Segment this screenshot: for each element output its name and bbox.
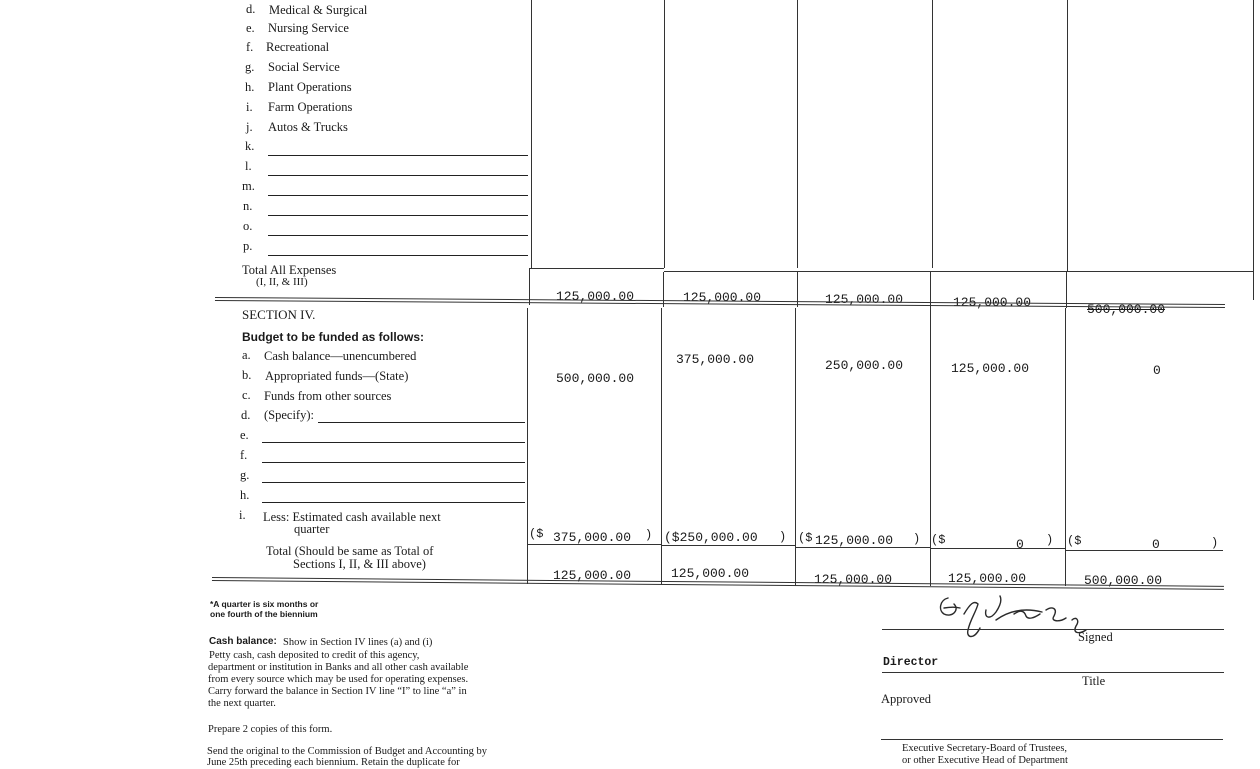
item-label: Autos & Trucks [268,120,348,134]
blank-line[interactable] [268,215,528,216]
less-letter: i. [239,508,246,522]
item-letter: a. [242,348,251,362]
total-expenses-q2: 125,000.00 [683,290,762,305]
item-label: Plant Operations [268,80,352,94]
blank-line[interactable] [262,502,525,503]
less-underline [661,545,795,546]
section-iv-total-sublabel: Sections I, II, & III above) [293,557,426,571]
item-letter: n. [243,199,253,213]
item-label: Appropriated funds—(State) [265,369,409,383]
less-label: Less: Estimated cash available next [263,510,441,524]
total-expenses-q3: 125,000.00 [825,292,904,307]
less-q3: 125,000.00 [815,533,894,548]
blank-line[interactable] [268,155,528,156]
total-top-rule [664,271,1254,272]
less-close-paren: ) [779,530,787,544]
item-letter: m. [242,179,255,193]
blank-line[interactable] [262,482,525,483]
section-iv-total-q3: 125,000.00 [814,572,893,587]
item-label: Cash balance—unencumbered [264,349,417,363]
blank-line[interactable] [262,462,525,463]
cash-balance-heading: Cash balance: [209,636,277,647]
approved-label: Approved [881,692,931,706]
specify-field[interactable] [318,422,525,423]
signed-label: Signed [1078,630,1113,644]
approval-line [881,739,1223,740]
less-q2: ($250,000.00 [664,530,758,545]
less-close-paren: ) [913,532,921,546]
item-letter: h. [245,80,255,94]
quarter-note-line2: one fourth of the biennium [210,609,318,619]
column-rule [664,0,665,268]
blank-line[interactable] [268,235,528,236]
item-letter: e. [240,428,249,442]
item-label: Farm Operations [268,100,353,114]
less-underline [930,548,1065,549]
title-value: Director [883,656,939,669]
item-letter: d. [246,2,256,16]
total-expenses-biennium: 500,000.00 [1087,302,1166,317]
less-underline [795,547,930,548]
column-rule [795,308,796,586]
blank-line[interactable] [268,175,528,176]
less-close-paren: ) [1211,536,1219,550]
item-letter: p. [243,239,253,253]
title-line [882,672,1224,673]
total-expenses-sublabel: (I, II, & III) [256,276,308,288]
total-top-rule [529,268,664,269]
item-label: Medical & Surgical [269,3,368,17]
item-letter: h. [240,488,250,502]
less-open-paren: ($ [931,533,946,547]
less-q1: 375,000.00 [553,530,632,545]
item-label: Social Service [268,60,340,74]
less-q4: 0 [1016,537,1024,552]
item-letter: o. [243,219,253,233]
blank-line[interactable] [262,442,525,443]
blank-line[interactable] [268,195,528,196]
send-note-line2: June 25th preceding each biennium. Retain the duplicate for [207,757,460,768]
cash-balance-q2: 375,000.00 [676,352,755,367]
less-sublabel: quarter [294,522,330,536]
cash-balance-biennium: 0 [1153,363,1161,378]
column-rule [531,0,532,268]
item-letter: g. [245,60,255,74]
column-rule [1065,308,1066,586]
item-letter: j. [246,120,253,134]
executive-title-line2: or other Executive Head of Department [902,755,1068,766]
blank-line[interactable] [268,255,528,256]
section-iv-total-q1: 125,000.00 [553,568,632,583]
item-letter: c. [242,388,251,402]
cash-balance-note-line: Petty cash, cash deposited to credit of this agency, [209,650,420,661]
total-expenses-q1: 125,000.00 [556,289,635,304]
section-iv-total-label: Total (Should be same as Total of [266,544,434,558]
item-label: Funds from other sources [264,389,392,403]
less-close-paren: ) [645,528,653,542]
appropriated-q1: 500,000.00 [556,371,635,386]
cash-balance-q3: 250,000.00 [825,358,904,373]
section-iv-total-biennium: 500,000.00 [1084,573,1163,588]
less-open-paren: ($ [1067,534,1082,548]
quarter-note: *A quarter is six months or [210,599,319,609]
column-rule [797,0,798,268]
cash-balance-note-line: department or institution in Banks and all other cash available [208,662,469,673]
column-rule [1253,0,1254,300]
cash-balance-note-line: Show in Section IV lines (a) and (i) [283,637,433,648]
title-label: Title [1082,674,1106,688]
item-letter: i. [246,100,253,114]
section-iv-total-q2: 125,000.00 [671,566,750,581]
section-iv-subtitle: Budget to be funded as follows: [242,330,424,344]
executive-title: Executive Secretary-Board of Trustees, [902,743,1068,754]
less-open-paren: ($ [529,527,544,541]
column-rule [661,308,662,584]
less-underline [1065,550,1223,551]
item-letter: f. [240,448,248,462]
column-rule [527,308,528,584]
less-open-paren: ($ [798,531,813,545]
item-letter: k. [245,139,255,153]
section-iv-total-q4: 125,000.00 [948,571,1027,586]
handwritten-signature [930,590,1090,645]
column-rule [1067,0,1068,272]
total-expenses-label: Total All Expenses [242,263,337,277]
item-letter: l. [245,159,252,173]
send-note: Send the original to the Commission of Budget and Accounting by [207,746,487,757]
copies-note: Prepare 2 copies of this form. [208,724,333,735]
item-letter: d. [241,408,251,422]
item-letter: b. [242,368,252,382]
total-expenses-q4: 125,000.00 [953,295,1032,310]
cash-balance-q4: 125,000.00 [951,361,1030,376]
column-rule [932,0,933,268]
signed-line [882,629,1224,630]
item-label: (Specify): [264,408,314,422]
section-iv-title: SECTION IV. [242,307,316,322]
item-label: Recreational [266,40,330,54]
item-letter: f. [246,40,254,54]
less-biennium: 0 [1152,537,1160,552]
cash-balance-note-line: the next quarter. [208,698,276,709]
less-underline [527,544,661,545]
item-letter: g. [240,468,250,482]
less-close-paren: ) [1046,533,1054,547]
cash-balance-note-line: from every source which may be used for operating expenses. [208,674,469,685]
item-label: Nursing Service [268,21,349,35]
item-letter: e. [246,21,255,35]
cash-balance-note-line: Carry forward the balance in Section IV line “I” to line “a” in [208,686,467,697]
